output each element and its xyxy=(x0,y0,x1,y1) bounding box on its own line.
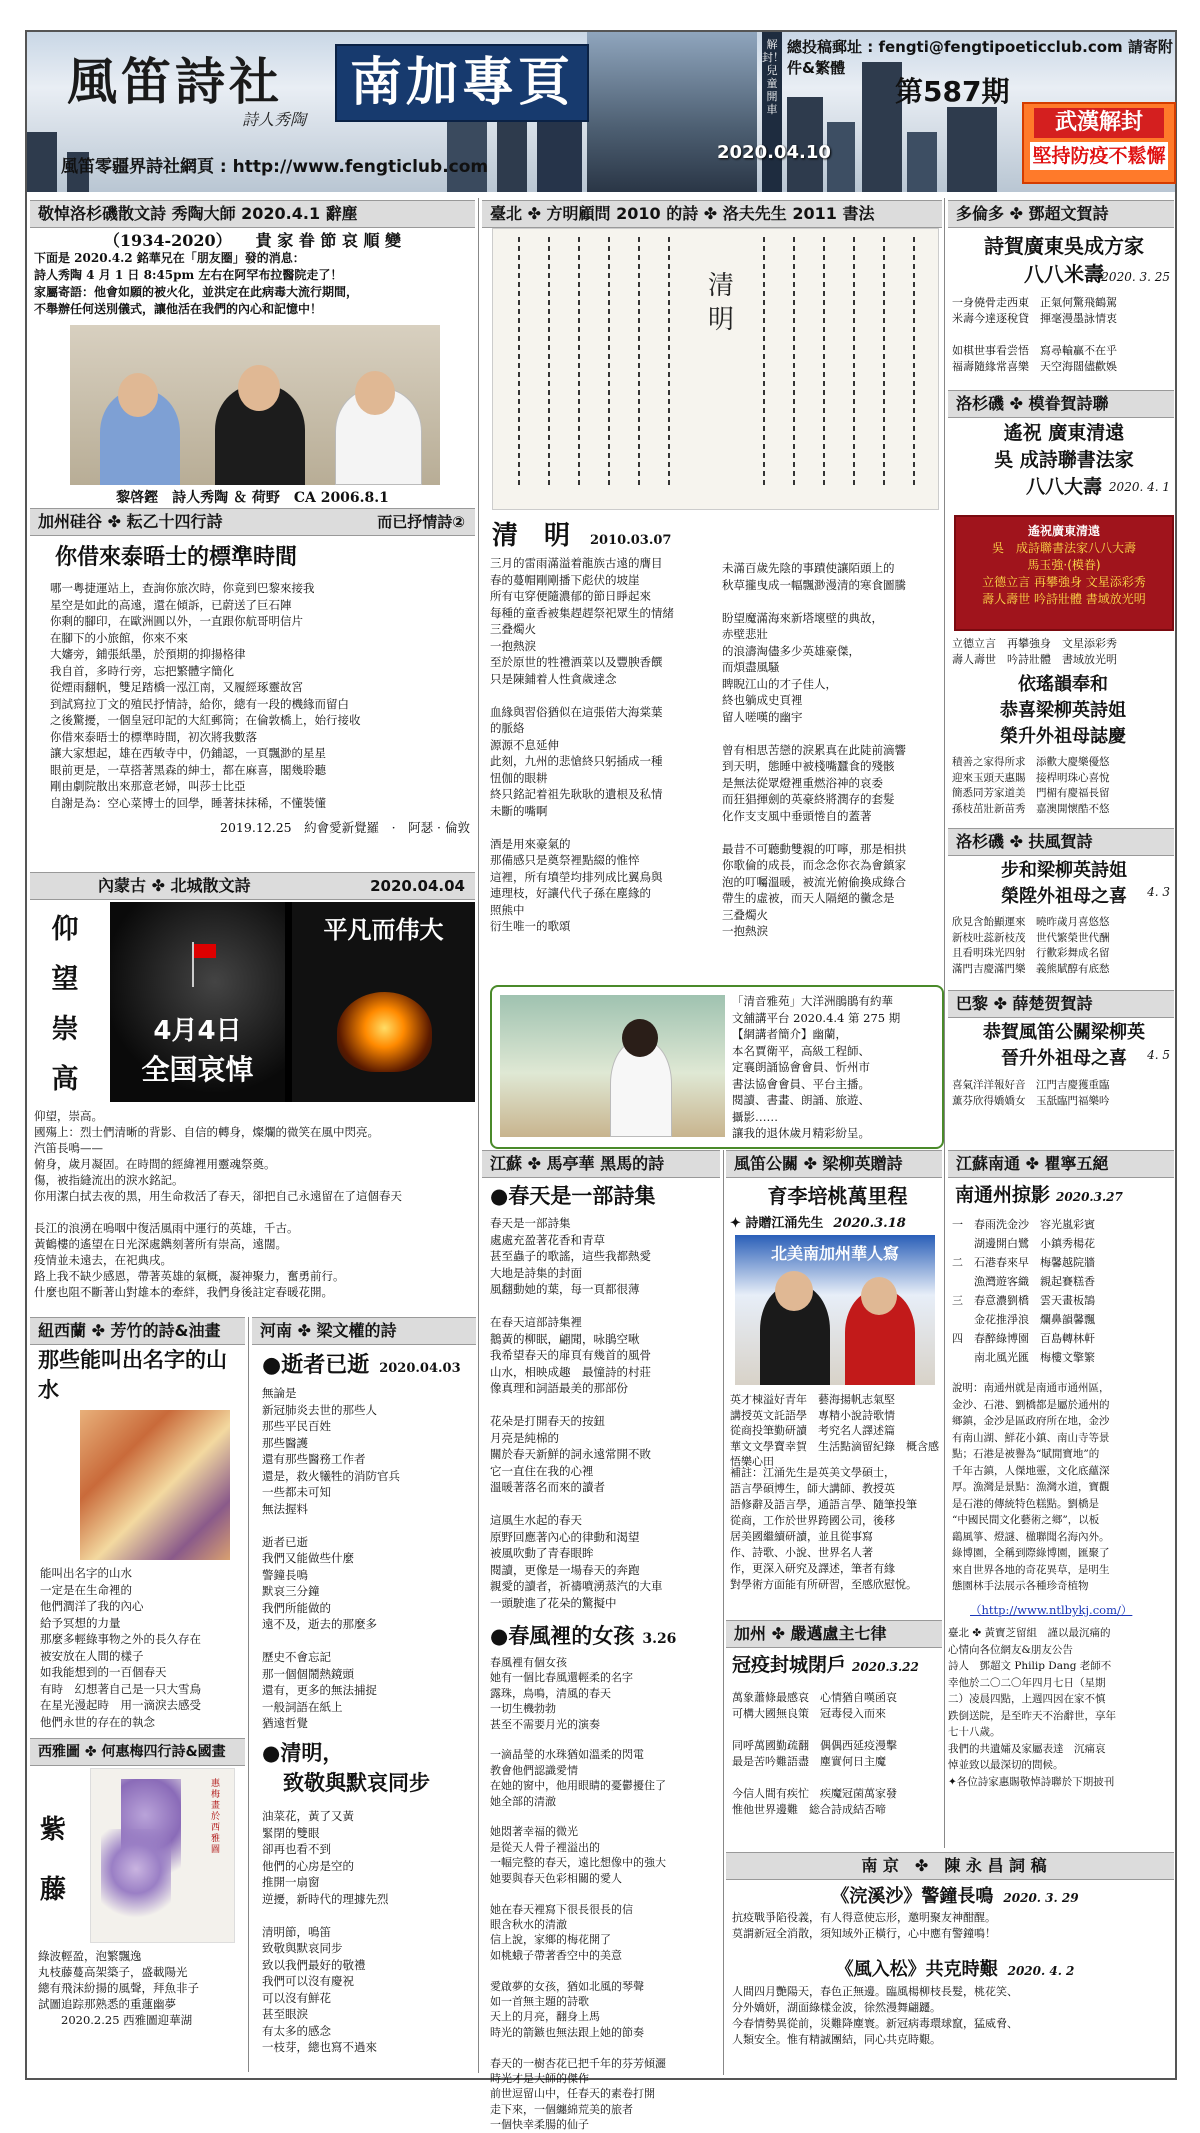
taipei-title: 清 明 2010.03.07 xyxy=(492,521,672,551)
jiangsu-b1: 春天是一部詩集 處處充盈著花香和青草 甚至蟲子的歌謠，這些我都熱愛 大地是詩集的封面 風翻動她的葉，每一頁都很薄 在春天這部詩集裡 鵝黃的柳眠，翩聞，咏鵑空啾 我希望春天的扉頁有幾首的風骨 山水，相映成趣 最憧詩的村莊 像真理和詞語最美的那部份 花朵是打開春天的按鈕 月亮是純棉的 關於春天新鮮的詞永遠常開不敗 它一直住在我的心裡 溫暖著落名而來的讀者 這風生水起的春天 原野回應著內心的律動和渴望 被風吹動了青春眼眸 閱讀，更像是一場春天的奔跑 親愛的讀者，祈禱噴湧蒸汽的大車 一頭駛進了花朵的驚擬中 xyxy=(490,1216,663,1610)
la-title: 遙祝 廣東清遠 吳 成詩聯書法家 八八大壽 xyxy=(994,422,1134,498)
divider xyxy=(723,1150,724,2075)
fengdi-title: 育李培桃萬里程 xyxy=(767,1184,908,1208)
la-b2: 積善之家得所求 添歡大慶樂優悠 迎來玉頭天惠賜 接桿明珠心喜悅 簡悉同芳家道美 門楣有慶福長留 孫枝茁壯新苗秀 嘉澳開懷酷不悠 xyxy=(952,756,1110,815)
divider xyxy=(248,1317,249,2072)
intro-photo xyxy=(500,995,725,1137)
mongol-vertical-title: 仰 望 崇 高 xyxy=(51,914,79,1095)
jiangsu-b2: 春風裡有個女孩 她有一個比春風還輕柔的名字 露珠，鳥鳴，清風的春天 一切生機勃勃 甚至不需要月光的演奏 一滴晶瑩的水珠猶如溫柔的閃電 教會他們認識愛情 在她的窗中，他用眼睛的憂鬱擾住了 她全部的清澈 她悶著幸福的微光 是從天人骨子裡溢出的 一幅完整的春天，遠比想像中的強大 她要與春天色彩相關的愛人 她在春天裡寫下很長很長的信 眼含秋水的清澈 信上說，家鄉的梅花開了 如桃蛾子帶著香空中的美意 愛啟夢的女孩，猶如北風的琴聲 如一首無主題的詩歌 天上的月亮，翻身上馬 時光的箭鏃也無法跟上她的節奏 春天的一樹杏花已把千年的芬芳傾灑 時光才是大師的傑作 前世逗留山中，任春天的素卷打開 走下來，一個纏綿荒美的旅者 一個快幸柔腸的仙子 xyxy=(490,1656,666,2132)
dang-notice: 臺北 ✤ 黃寶芝留組 謹以最沉痛的 心情向各位網友&朋友公告 詩人 鄧超文 Philip Dang 老師不 幸他於二〇二〇年四月七日（星期 二）凌晨四點，上週四因在家不慎 跌倒送院，是至昨天不治辭世，享年 七十八歲。 我們的共遺孀及家屬表達 沉痛哀 悼並致以最深切的問候。 ✦各位詩家惠賜敬悼詩聯於下期披刊 xyxy=(948,1627,1116,1788)
la-bar: 洛杉磯 ✤ 模眷賀詩聯 xyxy=(948,390,1174,418)
la-couplet-1: 立德立言 再攀強身 文星添彩秀 xyxy=(952,637,1117,650)
jiangsu-t1: ●春天是一部詩集 xyxy=(490,1183,656,1208)
divider xyxy=(478,198,479,2073)
nz-body: 能叫出名字的山水 一定是在生命裡的 他們澗洋了我的內心 給予冥想的力量 那麼多輕綠事物之外的長久存在 被安放在人間的樣子 如我能想到的一百個春天 有時 幻想著自己是一只大雪鳥 在星光漫起時 用一滴淚去感受 他們永世的存在的執念 xyxy=(40,1566,201,1729)
jiangsu-t2: ●春風裡的女孩 3.26 xyxy=(490,1623,677,1648)
nantong-poems: 一 春雨洗金沙 容光嵐彩賓 湖邊開白鷺 小鎮秀楊花 二 石港春來早 梅馨越院牆 漁灣遊客織 親起賽糕香 三 春意濃劉橋 雲天畫板鵠 金花推淨浪 爛鼻韻馨飄 四 春醉綠博園 百島轉林軒 南北風光匯 梅樓文擎繁 xyxy=(952,1218,1095,1364)
mongol-bar: 內蒙古 ✤ 北城散文詩 2020.04.04 xyxy=(30,872,475,900)
club-logo: 風笛詩社 xyxy=(67,52,283,111)
nanjing-t1: 《浣溪沙》警鐘長鳴 2020. 3. 29 xyxy=(831,1886,1079,1907)
oil-painting xyxy=(80,1410,230,1560)
nanjing-b1: 抗疫戰爭陷役義，有人得意使忘形，邀明聚友神酣醒。 莫謂新冠全消散，須知域外正橫行，心中應有警鐘鳴！ xyxy=(732,1911,996,1940)
mongol-body: 仰望，崇高。 國殤上：烈士們清晰的背影、自信的轉身，燦爛的微笑在風中閃亮。 汽笛長鳴—— 俯身，歲月凝固。在時間的經緯裡用靈魂祭奠。 傷，被指縫流出的淚水銘記。 你用潔白拭去夜的黑，用生命救活了春天，卻把自己永遠留在了這個春天 長江的浪湧在嗚咽中復活風雨中運行的英雄，千古。 黃鶴樓的遙望在日光深處鐫刻著所有崇高，遠闊。 疫情並未遠去，在祀典戌。 路上我不缺少感恩，帶著英雄的氣概，凝神聚力，奮勇前行。 什麼也阻不斷著山對雄本的牽絆，我們身後註定春暖花開。 xyxy=(34,1109,402,1299)
crowd-photo xyxy=(587,32,757,192)
taipei-body-left: 三月的雷雨滿溢着龍族古遠的膺目 春的蔓帽剛剛播下彪伏的坡崖 所有屯穿便隨濃郁的節日睜起來 每種的童香被集趕趕祭祀眾生的情緒 三叠燭火 一抱熱淚 至於原世的牲禮酒菜以及豐腴香饌 只是陳鋪着人性貪歲達念 血緣與習俗猶似在這張偌大海棠葉 的脈絡 源源不息延伸 此刻，九州的悲愴終只躬插成一種 忸伽的眼耕 終只銘記着祖先耿耿的遺根及私情 未斷的嘴啊 酒是用來豪氣的 那備感只是奠祭裡點綴的惟悴 這裡，所有墳塋均排列成比翼鳥與 連理枝，好讓代代子孫在塵緣的 照熊中 衍生唯一的歌頌 xyxy=(490,556,674,933)
nz-title: 那些能叫出名字的山水 xyxy=(38,1347,227,1402)
toronto-bar: 多倫多 ✤ 鄧超文賀詩 xyxy=(948,200,1174,228)
xiya-bar: 西雅圖 ✤ 何惠梅四行詩&國畫 xyxy=(30,1738,245,1766)
nanjing-b2: 人間四月艷陽天，春色正無邊。臨風楊柳枝長髮，桃花笑、 分外嬌妍，湖面綠樣金波，徐然漫舞翩躚。 今春情勢異從前，災難降塵寰。新冠病毒環球竄，猛威脅、 人類安全。惟有精誠團結，同心共克時艱。 xyxy=(732,1985,1018,2046)
ca-poem-title: 你借來泰晤士的標準時間 xyxy=(55,544,298,570)
taipei-bar: 臺北 ✤ 方明顧問 2010 的詩 ✤ 洛夫先生 2011 書法 xyxy=(482,200,942,228)
wuhan-slogan-panel xyxy=(1022,102,1176,184)
slogan-1: 武漢解封 xyxy=(1034,108,1164,138)
paris-body: 喜氣洋洋報好音 江門吉慶獲重臨 薰芬欣得嬌嬌女 玉舐臨門福樂吟 xyxy=(952,1079,1110,1107)
divider xyxy=(944,198,945,1848)
nantong-body: 說明：南通州就是南通市通州區， 金沙、石港、劉橋都是屬於通州的 鄉鎮，金沙是區政府所在地，金沙 有南山湖、鮮花小鎮、南山寺等景 點；石港是被譽為“賦閒寶地”的 千年古鎮，人傑地靈，文化底蘊深 厚。漁灣是景點：漁灣水道，寶觀 是石港的傳統特色糕點。劉橋是 “中國民間文化藝術之鄉”，以板 鷂風箏、燈謎、楹聯聞名海內外。 綠博園，全稱到際綠博園，匯聚了 來自世界各地的奇花異草，是明生 態園林手法展示各種珍奇植物 xyxy=(952,1382,1110,1592)
nanjing-t2: 《風入松》共克時艱 2020. 4. 2 xyxy=(835,1959,1075,1980)
issue-number: 第587期 xyxy=(895,75,1010,108)
website-line[interactable]: 風笛零疆界詩社網頁 : http://www.fengticlub.com xyxy=(61,157,489,177)
taipei-body-right: 未滿百歲先陰的事蹟使讓陌頭上的 秋草攏曳成一幅飄渺漫清的寒食圖騰 盼望魔滿海來新塔壞壁的典故， 赤壁悲壯 的浪濤淘儘多少英雄豪傑， 而煩盡風騷 睥睨江山的才子佳人， 終也躺成史頁裡 留人嗟嘆的幽宇 曾有相思苦戀的淚累真在此陡前滴響 到天明，態睡中被棧嘴蠶食的殘骸 是無法從眾燈裡重燃浴神的哀委 而狂猖揮劍的英豪終將潤存的套髮 化作支支風中垂頭惓自的蓋著 最昔不可聽動雙親的叮嚀，那是相拱 你歌倫的成長，而念念你衣為會鎮家 泡的叮囑溫暖，被流光俯偷換成綠合 帶生的虛被，而天人隔絕的黴念是 三叠燭火 一抱熱淚 xyxy=(722,561,906,938)
fengdi-body-top: 英才棟溢好青年 藝海揚帆志氣堅 講授英文託語學 專精小說詩歌情 從商投筆勤研讀 考究名人譯述篇 華文文學寶幸賀 生活點滴留紀錄 概含感悟樂心田 xyxy=(730,1393,939,1468)
header-side-text: 解封！兒童開車 xyxy=(762,32,782,192)
la-red-panel: 遙祝廣東清遠 吳 成詩聯書法家八八大壽 馬玉強·(模眷) 立德立言 再攀強身 文星添彩秀 壽人壽世 吟詩壯體 書域放光明 xyxy=(954,515,1174,631)
la2-body: 欣見含飴顯運來 曉昨歲月喜悠悠 新枝吐蕊新枝茂 世代繁榮世代酬 且看明珠光四射 行歡彩舞成名留 滿門吉慶滿門樂 義熊賦醇有底愁 xyxy=(952,916,1110,975)
ca-poem-sign: 2019.12.25 約會愛新覺羅 · 阿瑟 · 倫敦 xyxy=(220,820,470,835)
toronto-body: 一身僥骨走西東 正氣何驚飛鶴駕 米壽今達逐稅貸 揮毫漫墨詠情衷 如棋世事看尝悟 寫尋輸贏不在乎 福壽隨緣常喜樂 天空海闊儘歡娛 xyxy=(952,296,1117,373)
header-banner xyxy=(27,32,1175,192)
ca-poem-bar: 加州硅谷 ✤ 耘乙十四行詩 而已抒情詩② xyxy=(30,508,475,536)
nz-bar: 紐西蘭 ✤ 芳竹的詩&油畫 xyxy=(30,1317,245,1345)
henan-t2: ●清明， 致敬與默哀同步 xyxy=(262,1740,430,1795)
intro-body: 「清音雅苑」大洋洲鵑鵑有約華 文舖講平台 2020.4.4 第 275 期 【網講者簡介】幽蘭， 本名賈衛平，高級工程師、 定襄朗誦協會會員、忻州市 書法協會會員、平台主播。 閱讀、書畫、朗誦、旅遊、 攝影…… 讓我的退休歲月精彩紛呈。 xyxy=(732,994,901,1140)
ca-poem-body: 哪一粵捷運站上，查詢你旅次時，你竟到巴黎來接我 星空是如此的高遠，還在傾訴，已蔚送了巨石陣 你剩的腳印，在歐洲圓以外，一直跟你航哥明信片 在腳下的小旅館，你來不來 大嬸旁，鋪張紙墨，於預期的抑揚格律 我自首，多時行旁，忘把繁體字簡化 從煙雨翻帆，雙足踏橋一泓江南，又履經琢靈故宮 到試寫拉丁文的殖民抒情詩，給你，總有一段的機緣而留白 之後驚擾，一個皇冠印記的大紅郵筒；在倫敦橋上，始行接收 你借來泰晤士的標準時間，初次將我數落 讓大家想起，雄在西敏寺中，仍鋪認，一頁飄渺的星星 眼前更是，一草搭著黑森的紳士，都在麻喜，閣幾聆聽 剛由劇院散出來那意老婦，叫莎士比亞 自謝是為：空心菜博士的回學，睡著抹抹稀，不懂裝懂 xyxy=(50,581,361,810)
toronto-date: 2020. 3. 25 xyxy=(1101,270,1170,284)
xiya-body: 綠波輕盈，泡繁飄逸 丸枝藤蔓高架築子，盛載陽光 總有飛沫紛揚的風聲，拜魚非子 試圖追踪那熟悉的重蓮幽夢 2020.2.25 西雅圖迎華湖 xyxy=(38,1949,199,2027)
jiazhou-body: 萬象蕭條最感哀 心情猶自嘆函哀 可構大國無良策 冠毒侵入而來 同呼萬國勤疏翻 偶偶西延疫漫擊 最是苦吟難語盡 塵實何日主魔 今信人間有疾忙 疾魔冠菌萬家發 惟他世界邊難 総合詩成結否啼 xyxy=(732,1691,897,1816)
toronto-title: 詩賀廣東吳成方家 八八米壽 xyxy=(984,234,1144,286)
memorial-bar: 敬悼洛杉磯散文詩 秀陶大師 2020.4.1 辭塵 xyxy=(30,200,475,228)
henan-bar: 河南 ✤ 梁文權的詩 xyxy=(252,1317,476,1345)
jiazhou-bar: 加州 ✤ 嚴邁盧主七律 xyxy=(726,1620,942,1648)
fengdi-photo: 北美南加州華人寫 xyxy=(735,1235,935,1385)
henan-b2: 油菜花，黃了又黃 緊閉的雙眼 卻再也看不到 他們的心房是空的 推開一扇窗 逆擾，新時代的理據先烈 清明節，鳴笛 致敬與默哀同步 致以我們最好的敬禮 我們可以沒有慶祝 可以沒有鮮花 甚至眼淚 有太多的感念 一枝芽，總也寫不過來 xyxy=(262,1809,389,2054)
henan-b1: 無論是 新冠肺炎去世的那些人 那些平民百姓 那些醫護 還有那些醫務工作者 還是，救火犧牲的消防官兵 一些都未可知 無法握料 逝者已逝 我們又能做些什麼 警鐘長鳴 默哀三分鐘 我們所能做的 遠不及，逝去的那麼多 歷史不會忘記 那一個個鬧熱鏡頭 還有，更多的無法捕捉 一般詞語在紙上 猶遠哲覺 xyxy=(262,1386,400,1730)
paris-date: 4. 5 xyxy=(1147,1048,1170,1062)
nantong-link[interactable]: （http://www.ntlbykj.com/） xyxy=(970,1603,1133,1617)
wisteria-painting: 惠梅畫於西雅圖 xyxy=(90,1768,235,1943)
memorial-sub: （1934-2020） 貴 家 眷 節 哀 順 變 xyxy=(103,231,402,250)
la-date: 2020. 4. 1 xyxy=(1108,480,1170,494)
la2-bar: 洛杉磯 ✤ 扶風賀詩 xyxy=(948,828,1174,856)
mourning-image: 4月4日 全国哀悼 平凡而伟大 xyxy=(110,902,475,1102)
jiangsu-bar: 江蘇 ✤ 馬亭華 黑馬的詩 xyxy=(482,1150,720,1178)
intro-box xyxy=(490,985,944,1149)
memorial-photo xyxy=(70,325,440,485)
fengdi-bar: 風笛公關 ✤ 梁柳英贈詩 xyxy=(726,1150,942,1178)
calligraphy-image: 清明 xyxy=(492,228,939,510)
paris-title: 恭賀風笛公關梁柳英 晉升外祖母之喜 xyxy=(983,1022,1145,1069)
nantong-title: 南通州掠影 2020.3.27 xyxy=(955,1184,1123,1206)
jiazhou-title: 冠疫封城閉戶 2020.3.22 xyxy=(732,1654,919,1676)
nanjing-bar: 南 京 ✤ 陳 永 昌 詞 稿 xyxy=(726,1852,1174,1880)
memorial-body: 下面是 2020.4.2 銘華兄在「朋友圈」發的消息： 詩人秀陶 4 月 1 日 8:45pm 左右在阿罕布拉醫院走了！ 家屬寄語：他會如願的被火化，並洪定在此病毒大流行期間， 不舉辦任何送別儀式，讓他活在我們的內心和記憶中！ xyxy=(34,251,359,316)
la2-date: 4. 3 xyxy=(1147,885,1170,899)
nantong-bar: 江蘇南通 ✤ 瞿寧五絕 xyxy=(948,1150,1174,1178)
slogan-2: 堅持防疫不鬆懈 xyxy=(1030,142,1168,170)
la-t2: 依瑤韻奉和 恭喜梁柳英詩姐 榮升外祖母誌慶 xyxy=(1000,674,1126,747)
la2-title: 步和梁柳英詩姐 榮陞外祖母之喜 xyxy=(1001,860,1127,907)
xiya-vertical-title: 紫 藤 xyxy=(40,1815,67,1905)
issue-date: 2020.04.10 xyxy=(717,142,831,163)
special-page-title: 南加專頁 xyxy=(335,44,589,122)
contact-email[interactable]: 總投稿郵址 : fengti@fengtipoeticclub.com 請寄附件&繁體 xyxy=(787,38,1173,77)
memorial-caption: 黎啓鏗 詩人秀陶 ＆ 荷野 CA 2006.8.1 xyxy=(116,490,389,506)
henan-t1: ●逝者已逝 2020.04.03 xyxy=(262,1352,461,1378)
fengdi-body: 補註：江涌先生是英美文學碩士， 語言學碩博生，師大講師、教授英 語修辭及語言學，通語言學、隨筆投筆 從商，工作於世界跨國公司，後移 居美國繼續研讀，並且從事寫 作、詩歌、小說、世界名人著 作，更深入研究及譯述，筆者有緣 對學術方面能有所研習，至感欣慰悅。 xyxy=(730,1466,917,1591)
la-couplet-2: 壽人壽世 吟詩壯體 書域放光明 xyxy=(952,653,1117,666)
logo-signature: 詩人秀陶 xyxy=(242,110,307,129)
paris-bar: 巴黎 ✤ 薛楚贺賀詩 xyxy=(948,990,1174,1018)
fengdi-sub: ✦ 詩贈江涌先生 2020.3.18 xyxy=(730,1216,906,1231)
